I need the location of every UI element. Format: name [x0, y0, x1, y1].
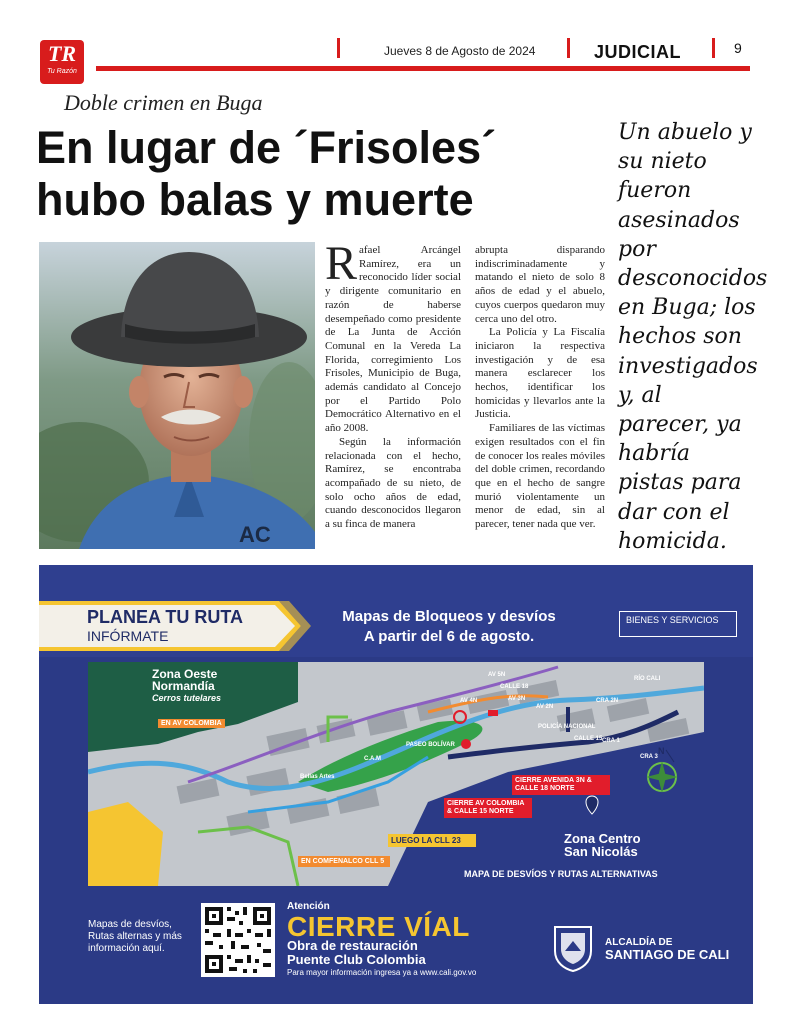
- advertisement: [39, 565, 753, 1004]
- map-label-zona-oeste: [152, 668, 221, 704]
- headline-line: hubo balas y muerte: [36, 174, 474, 225]
- city-hall-line: ALCALDÍA DE: [605, 937, 673, 948]
- article-paragraph: Según la información relacionada con el hecho, Ramírez, se encontraba acompañado de su nieto, de solo ocho años de edad, cuando desconocidos llegaron a su finca de manera: [325, 435, 461, 531]
- ad-headline: [329, 607, 569, 647]
- map-label-calle-15: CALLE 15: [574, 736, 603, 742]
- map-label-policia: POLICÍA NACIONAL: [538, 724, 596, 730]
- map-label-av-2n: AV 2N: [536, 704, 554, 710]
- map-label: Normandía: [152, 679, 215, 693]
- category-badge: BIENES Y SERVICIOS: [619, 611, 737, 637]
- page-number: 9: [734, 40, 742, 56]
- road-closure-title: CIERRE VÍAL: [287, 911, 470, 942]
- section-name: JUDICIAL: [594, 42, 682, 62]
- headline-line: En lugar de ´Frisoles´: [36, 122, 497, 173]
- header-divider: [567, 38, 570, 58]
- map-label-calle-18: CALLE 18: [500, 684, 529, 690]
- newspaper-logo: [40, 40, 84, 84]
- qr-code-graphic: [201, 903, 275, 977]
- map-label-zona-centro: [564, 832, 641, 858]
- map-label: Zona Centro: [564, 831, 641, 846]
- map-label-av-3n: AV 3N: [508, 696, 526, 702]
- map-label-bellas-artes: Bellas Artes: [300, 774, 335, 780]
- map-label-cam: C.A.M: [364, 756, 381, 762]
- city-hall-name: [605, 937, 729, 961]
- map-label-rio-cali: RÍO CALI: [634, 676, 661, 682]
- logo-text: TR: [47, 41, 77, 66]
- article-column-1: [325, 237, 461, 532]
- works-description: [287, 939, 487, 967]
- article-column-2: [475, 244, 605, 532]
- map-label-cra-3: CRA 3: [640, 754, 658, 760]
- map-callout-tunel: LUEGO LA CLL 23: [388, 834, 476, 847]
- map-callout-av-colombia: EN AV COLOMBIA: [158, 719, 225, 728]
- map-label-cra-1: CRA 1: [602, 738, 620, 744]
- article-paragraph: abrupta disparando indiscriminadamente y matando el nieto de solo 8 años de edad y el abuelo, cuyos cuerpos quedaron muy cerca uno del otro.: [475, 244, 605, 325]
- article-paragraph: La Policía y La Fiscalía iniciaron la respectiva investigación y de esa manera esclarecer los hechos, identificar los homicidas y llevarlos ante la Justicia.: [475, 326, 605, 421]
- svg-text:AC: AC: [239, 522, 271, 547]
- compass-north-label: N: [658, 746, 665, 756]
- map-label: Cerros tutelares: [152, 693, 222, 703]
- works-line: Puente Club Colombia: [287, 952, 426, 967]
- city-seal-icon: [551, 923, 595, 973]
- ribbon-title: PLANEA TU RUTA: [87, 607, 243, 627]
- paragraph-text: afael Arcángel Ramírez, era un reconocido líder social y dirigente comunitario en razón de haberse desempeñado como presidente de La Junta de Acción Comunal en la Vereda La Florida, corregimiento Los Frisoles, Municipio de Buga, además candidato al Concejo por el Partido Polo Democrático Alternativo en el año 2008.: [325, 244, 461, 435]
- map-label-av-4n: AV 4N: [460, 698, 478, 704]
- qr-code-icon[interactable]: [201, 903, 275, 977]
- map-label: San Nicolás: [564, 844, 638, 859]
- ribbon-subtitle: INFÓRMATE: [87, 628, 169, 644]
- city-seal-graphic: [551, 923, 595, 973]
- article-paragraph: [325, 237, 461, 436]
- qr-caption: Mapas de desvíos, Rutas alternas y más información aquí.: [88, 919, 182, 954]
- city-hall-line: SANTIAGO DE CALI: [605, 947, 730, 962]
- notice-label: Atención: [287, 901, 330, 912]
- map-callout-comfenalco: EN COMFENALCO CLL 5: [298, 856, 390, 867]
- info-url-text: Para mayor información ingresa ya a www.cali.gov.vo: [287, 968, 477, 977]
- detour-map: [88, 662, 704, 886]
- article-headline: [36, 122, 596, 226]
- works-line: Obra de restauración: [287, 938, 418, 953]
- pull-quote: Un abuelo y su nieto fueron asesinados por desconocidos en Buga; los hechos son investigados y, al parecer, ya habría pistas para dar con el homicida.: [618, 120, 768, 554]
- map-label-paseo-bolivar: PASEO BOLÍVAR: [406, 742, 455, 748]
- map-footer-title: MAPA DE DESVÍOS Y RUTAS ALTERNATIVAS: [464, 869, 658, 879]
- ad-headline-line: A partir del 6 de agosto.: [363, 628, 535, 645]
- issue-date: Jueves 8 de Agosto de 2024: [384, 44, 536, 58]
- logo-subtitle: Tu Razón: [47, 68, 77, 75]
- header-divider: [712, 38, 715, 58]
- map-callout-cierre-3n: CIERRE AVENIDA 3N & CALLE 18 NORTE: [512, 775, 610, 795]
- article-kicker: Doble crimen en Buga: [64, 90, 263, 115]
- map-callout-cierre-av-colombia: CIERRE AV COLOMBIA & CALLE 15 NORTE: [444, 798, 532, 818]
- article-photo: [39, 242, 315, 549]
- header-rule: [96, 66, 750, 71]
- header-divider: [337, 38, 340, 58]
- ad-headline-line: Mapas de Bloqueos y desvíos: [342, 608, 556, 625]
- map-label-cra-2n: CRA 2N: [596, 698, 619, 704]
- map-label-av-5n: AV 5N: [488, 672, 506, 678]
- elderly-man-photo: [39, 242, 315, 549]
- map-label: Zona Oeste: [152, 667, 218, 681]
- drop-cap: R: [325, 237, 358, 290]
- article-paragraph: Familiares de las víctimas exigen resultados con el fin de conocer los reales móviles del doble crimen, recordando que en el hecho de sangre murió violentamente un menor de edad, sin al parecer, tener nada que ver.: [475, 422, 605, 531]
